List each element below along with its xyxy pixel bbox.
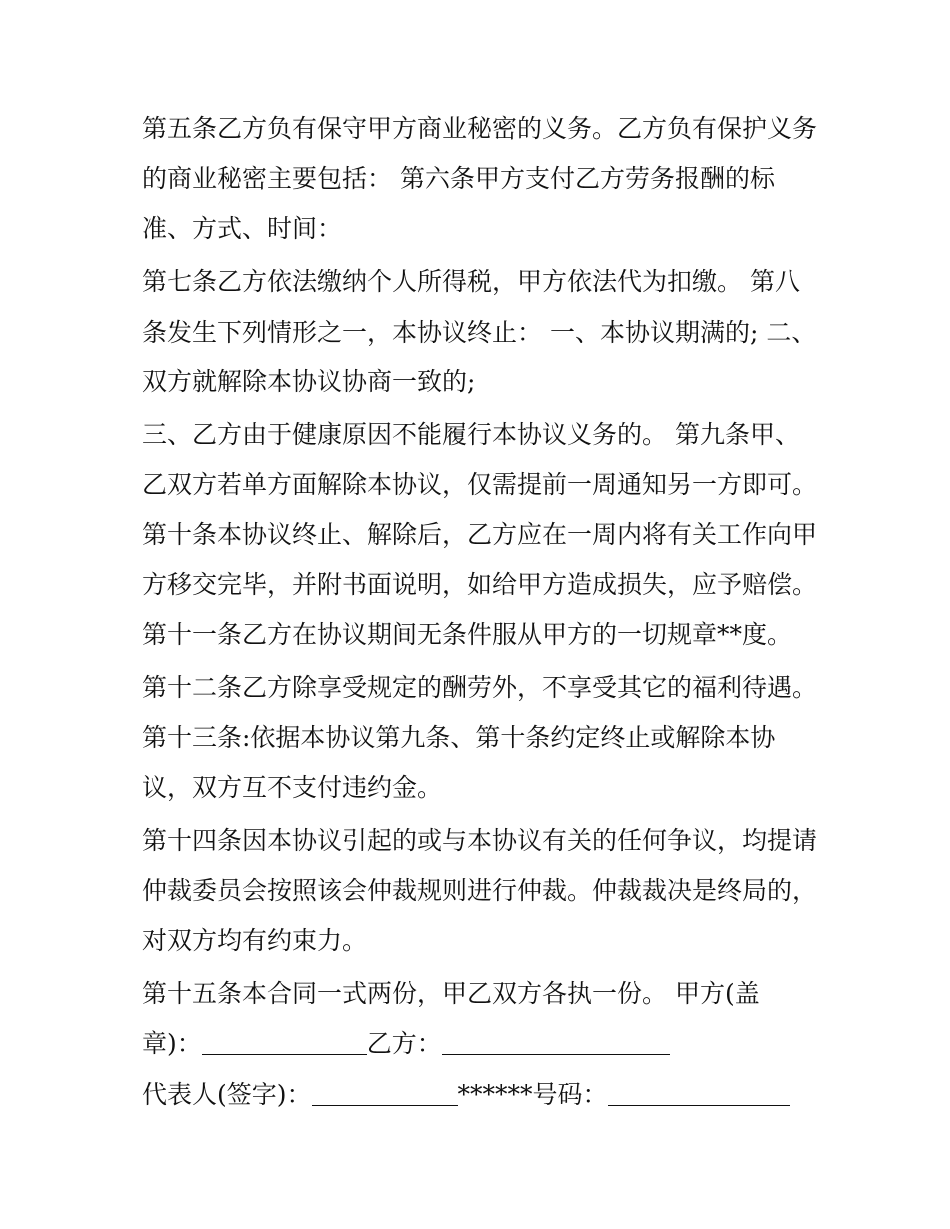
- text-line: 双方就解除本协议协商一致的;: [142, 367, 476, 396]
- signature-line-parties: [142, 1029, 832, 1059]
- text-line: 三、乙方由于健康原因不能履行本协议义务的。 第九条甲、: [142, 420, 800, 449]
- representative-label: 代表人(签字)：: [142, 1080, 312, 1109]
- text-line: 第十一条乙方在协议期间无条件服从甲方的一切规章**度。: [142, 620, 793, 649]
- party-a-signature-blank[interactable]: [202, 1034, 367, 1055]
- party-b-signature-blank[interactable]: [442, 1034, 670, 1055]
- text-line: 准、方式、时间：: [142, 214, 343, 243]
- representative-signature-blank[interactable]: [312, 1085, 458, 1106]
- text-line: 方移交完毕，并附书面说明，如给甲方造成损失，应予赔偿。: [142, 570, 818, 599]
- text-line: 第十三条:依据本协议第九条、第十条约定终止或解除本协: [142, 723, 776, 752]
- signature-line-representative: [142, 1080, 832, 1110]
- text-line: 乙双方若单方面解除本协议，仅需提前一周通知另一方即可。: [142, 470, 818, 499]
- text-line: 第十条本协议终止、解除后，乙方应在一周内将有关工作向甲: [142, 520, 818, 549]
- text-line: 对双方均有约束力。: [142, 926, 368, 955]
- text-line: 第五条乙方负有保守甲方商业秘密的义务。乙方负有保护义务: [142, 114, 818, 143]
- text-line: 仲裁委员会按照该会仲裁规则进行仲裁。仲裁裁决是终局的，: [142, 876, 818, 905]
- text-line: 议，双方互不支付违约金。: [142, 773, 443, 802]
- number-blank[interactable]: [608, 1085, 790, 1106]
- text-line: 第十五条本合同一式两份，甲乙双方各执一份。 甲方(盖: [142, 979, 760, 1008]
- text-line: 条发生下列情形之一，本协议终止： 一、本协议期满的; 二、: [142, 318, 817, 347]
- party-b-label: 乙方：: [366, 1029, 442, 1058]
- masked-number-label: ******号码：: [457, 1080, 608, 1109]
- text-line: 第十二条乙方除享受规定的酬劳外，不享受其它的福利待遇。: [142, 673, 818, 702]
- text-line: 第七条乙方依法缴纳个人所得税，甲方依法代为扣缴。 第八: [142, 267, 800, 296]
- text-line: 第十四条因本协议引起的或与本协议有关的任何争议，均提请: [142, 826, 818, 855]
- seal-suffix: 章)：: [142, 1029, 202, 1058]
- text-line: 的商业秘密主要包括： 第六条甲方支付乙方劳务报酬的标: [142, 164, 775, 193]
